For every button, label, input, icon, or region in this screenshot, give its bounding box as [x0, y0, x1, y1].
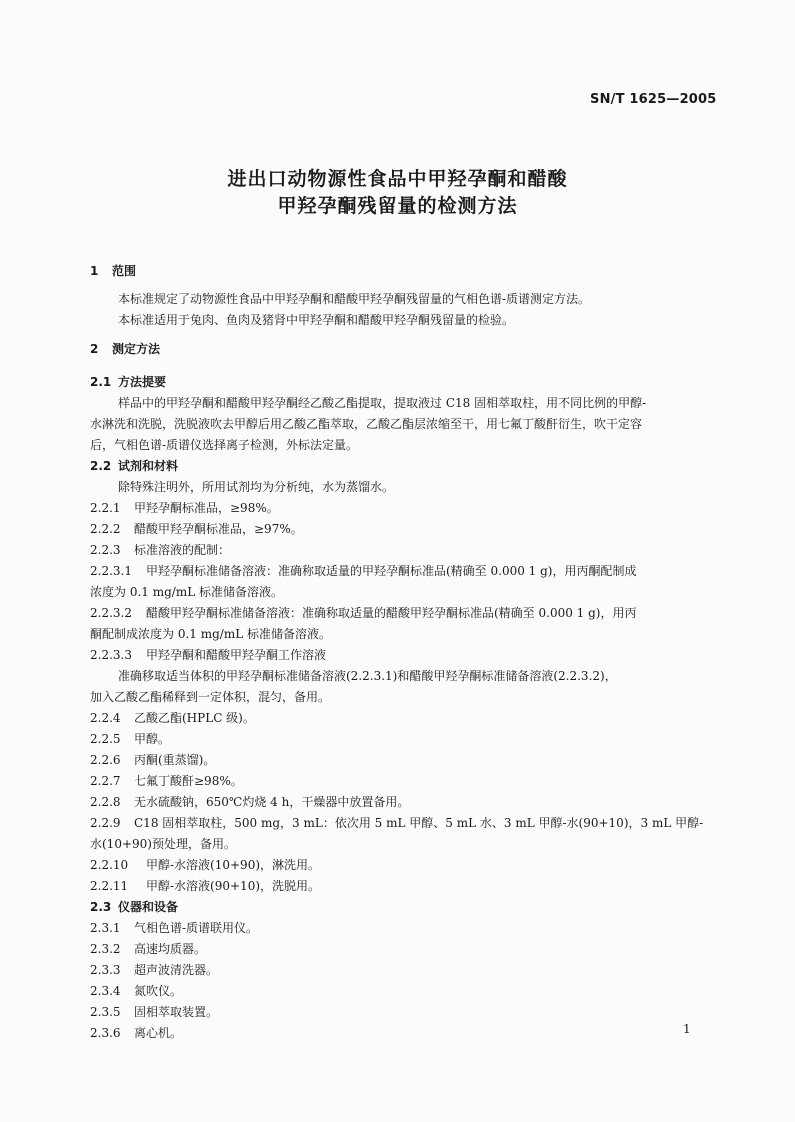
- paragraph-line: [90, 583, 283, 603]
- clause-text: 测定方法: [112, 342, 161, 356]
- clause-text: 七氟丁酸酐≥98%。: [134, 774, 243, 788]
- clause-text: 甲醇-水溶液(10+90)，淋洗用。: [146, 858, 321, 872]
- paragraph-line: [118, 478, 394, 498]
- clause-2-2-7: [90, 772, 243, 792]
- paragraph-line: [90, 436, 358, 456]
- clause-2-2-3-1: [90, 562, 636, 582]
- clause-number: 2.3.1: [90, 921, 121, 935]
- document-title-line-2: 甲羟孕酮残留量的检测方法: [277, 195, 518, 217]
- clause-number: 2.2.3.3: [90, 648, 132, 662]
- clause-number: 2.2.10: [90, 858, 129, 872]
- clause-2-3-5: [90, 1003, 218, 1023]
- paragraph-line: [118, 394, 646, 414]
- clause-text: 加入乙酸乙酯稀释到一定体积，混匀，备用。: [90, 690, 331, 704]
- clause-text: 本标准规定了动物源性食品中甲羟孕酮和醋酸甲羟孕酮残留量的气相色谱-质谱测定方法。: [118, 292, 591, 306]
- paragraph-line: [90, 688, 330, 708]
- clause-2-3-3: [90, 961, 218, 981]
- clause-number: 2.3.2: [90, 942, 121, 956]
- clause-text: 准确移取适当体积的甲羟孕酮标准储备溶液(2.2.3.1)和醋酸甲羟孕酮标准储备溶液(2.2.3.2)，: [118, 669, 617, 683]
- clause-number: 2.2.11: [90, 879, 129, 893]
- clause-2-2-3-3: [90, 646, 326, 666]
- clause-number: 2.2.5: [90, 732, 121, 746]
- clause-text: 气相色谱-质谱联用仪。: [134, 921, 259, 935]
- document-title-line-1: 进出口动物源性食品中甲羟孕酮和醋酸: [227, 168, 568, 190]
- clause-text: 氮吹仪。: [134, 984, 183, 998]
- clause-text: 甲羟孕酮和醋酸甲羟孕酮工作溶液: [146, 648, 327, 662]
- clause-2-2-2: [90, 520, 303, 540]
- clause-number: 2.2.3.1: [90, 564, 132, 578]
- clause-number: 2.2.8: [90, 795, 121, 809]
- clause-text: 范围: [112, 264, 137, 278]
- paragraph-line: [90, 415, 642, 435]
- clause-text: 甲羟孕酮标准储备溶液：准确称取适量的甲羟孕酮标准品(精确至 0.000 1 g)，用丙酮配制成: [146, 564, 637, 578]
- clause-text: 样品中的甲羟孕酮和醋酸甲羟孕酮经乙酸乙酯提取，提取液过 C18 固相萃取柱，用不同比例的甲醇-: [118, 396, 647, 410]
- clause-number: 2.2.4: [90, 711, 121, 725]
- clause-text: 甲醇-水溶液(90+10)，洗脱用。: [146, 879, 321, 893]
- clause-text: 除特殊注明外，所用试剂均为分析纯，水为蒸馏水。: [118, 480, 395, 494]
- clause-number: 2.3.4: [90, 984, 121, 998]
- clause-2: [90, 340, 160, 360]
- paragraph-line: [118, 290, 590, 310]
- clause-text: 酮配制成浓度为 0.1 mg/mL 标准储备溶液。: [90, 627, 331, 641]
- clause-text: 水淋洗和洗脱，洗脱液吹去甲醇后用乙酸乙酯萃取，乙酸乙酯层浓缩至干，用七氟丁酸酐衍生，吹干定容: [90, 417, 643, 431]
- clause-text: 浓度为 0.1 mg/mL 标准储备溶液。: [90, 585, 283, 599]
- clause-2-2-5: [90, 730, 170, 750]
- clause-text: 无水硫酸钠，650℃灼烧 4 h，干燥器中放置备用。: [134, 795, 410, 809]
- clause-text: 高速均质器。: [134, 942, 207, 956]
- clause-text: 试剂和材料: [118, 459, 179, 473]
- clause-1: [90, 262, 136, 282]
- paragraph-line: [90, 625, 331, 645]
- paragraph-line: [90, 835, 236, 855]
- clause-text: 本标准适用于兔肉、鱼肉及猪肾中甲羟孕酮和醋酸甲羟孕酮残留量的检验。: [118, 313, 515, 327]
- clause-number: 2.1: [90, 375, 112, 389]
- clause-2-2-3: [90, 541, 230, 561]
- clause-2-2: [90, 457, 178, 477]
- clause-text: 醋酸甲羟孕酮标准品，≥97%。: [134, 522, 303, 536]
- clause-2-2-4: [90, 709, 255, 729]
- clause-text: C18 固相萃取柱，500 mg，3 mL：依次用 5 mL 甲醇、5 mL 水、3 mL 甲醇-水(90+10)，3 mL 甲醇-: [134, 816, 704, 830]
- clause-number: 2.3: [90, 900, 112, 914]
- clause-number: 2.2.2: [90, 522, 121, 536]
- clause-2-3-2: [90, 940, 206, 960]
- clause-2-1: [90, 373, 166, 393]
- clause-text: 醋酸甲羟孕酮标准储备溶液：准确称取适量的醋酸甲羟孕酮标准品(精确至 0.000 1 g)，用丙: [146, 606, 637, 620]
- clause-number: 2.3.3: [90, 963, 121, 977]
- page-number: 1: [683, 1022, 691, 1036]
- clause-2-3-6: [90, 1024, 182, 1044]
- clause-number: 2.3.5: [90, 1005, 121, 1019]
- clause-2-3-1: [90, 919, 258, 939]
- clause-text: 仪器和设备: [118, 900, 179, 914]
- clause-text: 丙酮(重蒸馏)。: [134, 753, 216, 767]
- clause-text: 固相萃取装置。: [134, 1005, 219, 1019]
- clause-number: 2.2.9: [90, 816, 121, 830]
- clause-2-2-6: [90, 751, 215, 771]
- clause-text: 乙酸乙酯(HPLC 级)。: [134, 711, 255, 725]
- clause-number: 2.2: [90, 459, 112, 473]
- clause-number: 2.2.1: [90, 501, 121, 515]
- clause-number: 2.2.3.2: [90, 606, 132, 620]
- clause-text: 离心机。: [134, 1026, 183, 1040]
- clause-2-3: [90, 898, 178, 918]
- clause-number: 2.2.6: [90, 753, 121, 767]
- clause-text: 甲羟孕酮标准品，≥98%。: [134, 501, 279, 515]
- clause-number: 2.2.7: [90, 774, 121, 788]
- clause-number: 2.2.3: [90, 543, 121, 557]
- clause-text: 标准溶液的配制：: [134, 543, 231, 557]
- clause-number: 2: [90, 342, 99, 356]
- clause-2-2-9: [90, 814, 703, 834]
- paragraph-line: [118, 311, 514, 331]
- clause-number: 2.3.6: [90, 1026, 121, 1040]
- clause-2-3-4: [90, 982, 182, 1002]
- clause-2-2-1: [90, 499, 279, 519]
- clause-number: 1: [90, 264, 99, 278]
- paragraph-line: [118, 667, 617, 687]
- clause-2-2-3-2: [90, 604, 636, 624]
- clause-text: 水(10+90)预处理，备用。: [90, 837, 236, 851]
- clause-text: 超声波清洗器。: [134, 963, 219, 977]
- clause-text: 后，气相色谱-质谱仪选择离子检测，外标法定量。: [90, 438, 359, 452]
- clause-2-2-11: [90, 877, 320, 897]
- clause-text: 甲醇。: [134, 732, 171, 746]
- standard-code: SN/T 1625—2005: [590, 92, 717, 107]
- clause-text: 方法提要: [118, 375, 167, 389]
- clause-2-2-8: [90, 793, 409, 813]
- clause-2-2-10: [90, 856, 320, 876]
